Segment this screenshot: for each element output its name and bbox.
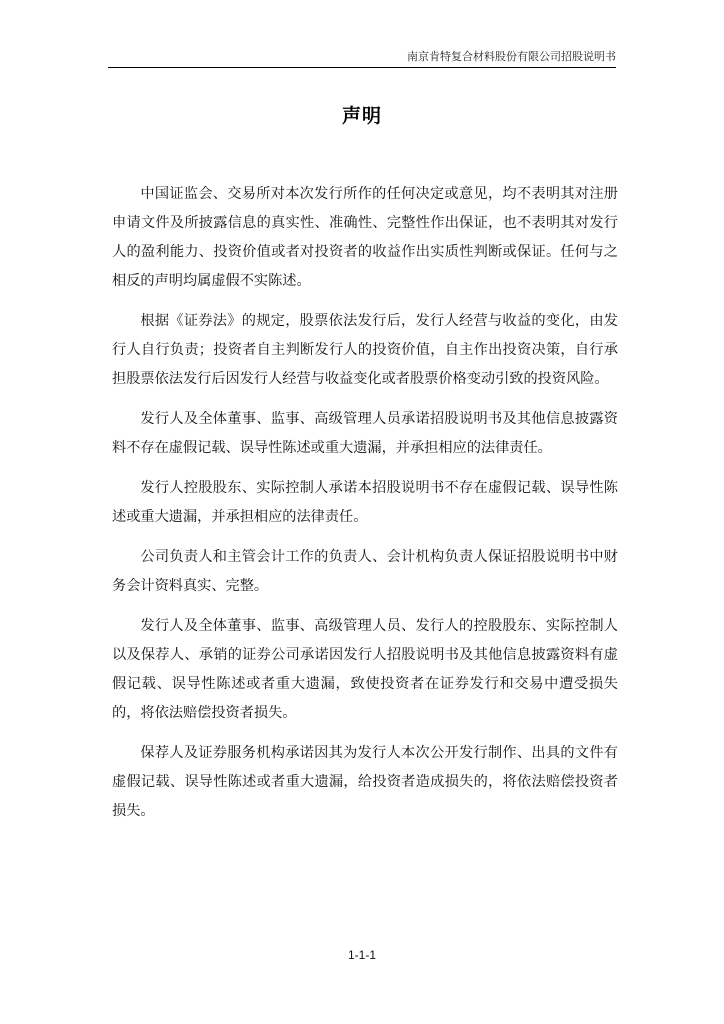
statement-body	[112, 180, 618, 837]
statement-paragraph-2: 根据《证券法》的规定，股票依法发行后，发行人经营与收益的变化，由发行人自行负责；投资者自主判断发行人的投资价值，自主作出投资决策，自行承担股票依法发行后因发行人经营与收益变化或者股票价格变动引致的投资风险。	[112, 313, 618, 387]
statement-paragraph-4: 发行人控股股东、实际控制人承诺本招股说明书不存在虚假记载、误导性陈述或重大遗漏，并承担相应的法律责任。	[112, 480, 618, 525]
statement-paragraph-3: 发行人及全体董事、监事、高级管理人员承诺招股说明书及其他信息披露资料不存在虚假记载、误导性陈述或重大遗漏，并承担相应的法律责任。	[112, 411, 618, 456]
header-company-title: 南京肯特复合材料股份有限公司招股说明书	[407, 50, 616, 63]
statement-paragraph-7: 保荐人及证券服务机构承诺因其为发行人本次公开发行制作、出具的文件有虚假记载、误导性陈述或者重大遗漏，给投资者造成损失的，将依法赔偿投资者损失。	[112, 745, 618, 819]
page-header	[108, 50, 616, 68]
statement-paragraph-5: 公司负责人和主管会计工作的负责人、会计机构负责人保证招股说明书中财务会计资料真实、完整。	[112, 549, 618, 594]
statement-paragraph-1: 中国证监会、交易所对本次发行所作的任何决定或意见，均不表明其对注册申请文件及所披露信息的真实性、准确性、完整性作出保证，也不表明其对发行人的盈利能力、投资价值或者对投资者的收益作出实质性判断或保证。任何与之相反的声明均属虚假不实陈述。	[112, 186, 618, 289]
page-number: 1-1-1	[347, 948, 376, 962]
page-title: 声明	[341, 105, 382, 127]
statement-paragraph-6: 发行人及全体董事、监事、高级管理人员、发行人的控股股东、实际控制人以及保荐人、承销的证券公司承诺因发行人招股说明书及其他信息披露资料有虚假记载、误导性陈述或者重大遗漏，致使投资者在证券发行和交易中遭受损失的，将依法赔偿投资者损失。	[112, 618, 618, 721]
page-footer	[0, 947, 724, 963]
